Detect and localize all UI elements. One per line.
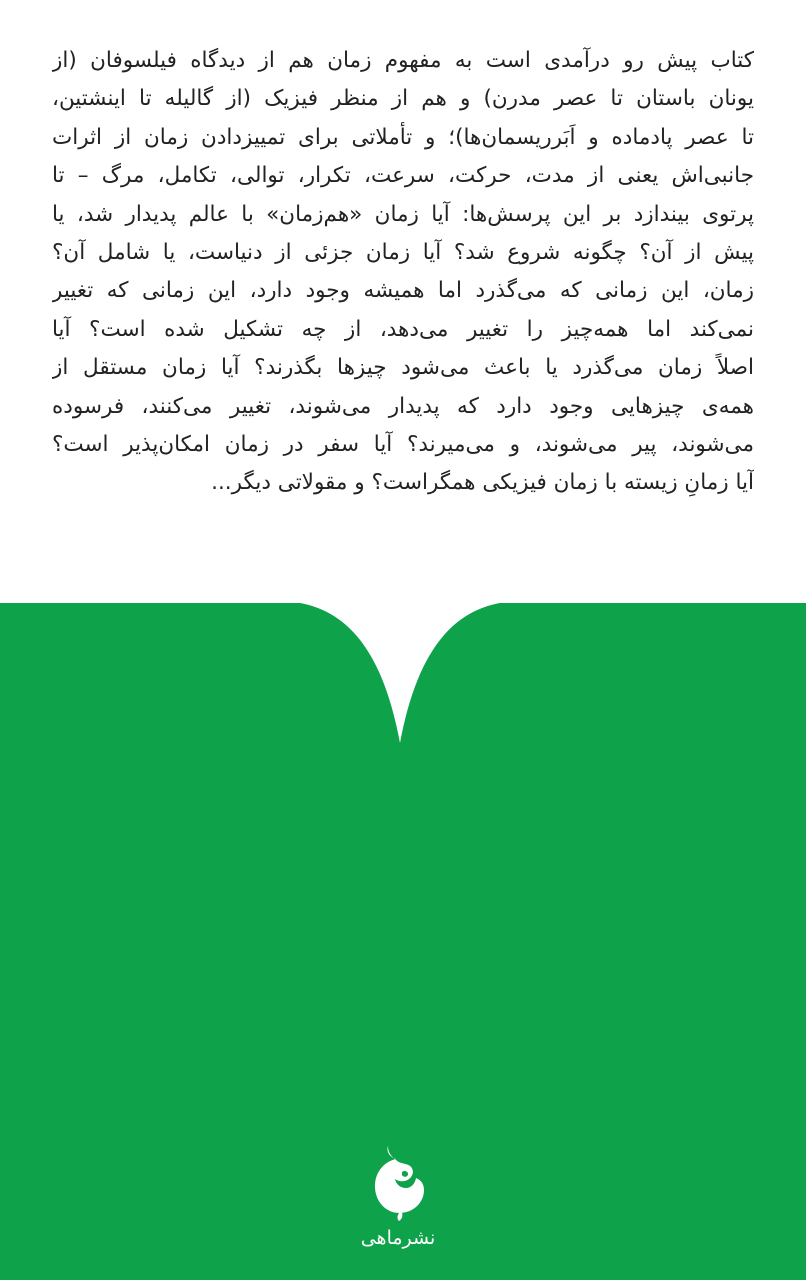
blurb-line: نمی‌کند اما همه‌چیز را تغییر می‌دهد، از چه تشکیل شده است؟ آیا — [52, 316, 754, 342]
blurb-line: کتاب پیش رو درآمدی است به مفهوم زمان هم از دیدگاه فیلسوفان (از — [52, 48, 754, 73]
blurb-line: جانبی‌اش یعنی از مدت، حرکت، سرعت، تکرار، توالی، تکامل، مرگ – تا — [52, 163, 754, 189]
cover-blurb — [0, 42, 806, 542]
fish-logo-icon — [366, 1144, 430, 1222]
blurb-line: پرتوی بیندازد بر این پرسش‌ها: آیا زمان «هم‌زمان» با عالم پدیدار شد، یا — [52, 201, 754, 227]
publisher-name: نشرماهی — [360, 1227, 436, 1249]
blurb-line: همه‌ی چیزهایی وجود دارد که پدیدار می‌شوند، تغییر می‌کنند، فرسوده — [52, 393, 754, 419]
blurb-line: آیا زمانِ زیسته با زمان فیزیکی همگراست؟ و مقولاتی دیگر... — [211, 470, 754, 496]
blurb-line: پیش از آن؟ چگونه شروع شد؟ آیا زمان جزئی از دنیاست، یا شامل آن؟ — [52, 239, 754, 265]
blurb-line: می‌شوند، پیر می‌شوند، و می‌میرند؟ آیا سفر در زمان امکان‌پذیر است؟ — [52, 431, 754, 457]
publisher-logo — [356, 1144, 440, 1264]
blurb-line: زمان، این زمانی که می‌گذرد اما همیشه وجود دارد، این زمانی که تغییر — [52, 278, 754, 304]
blurb-line: تا عصر پادماده و اَبَرریسمان‌ها)؛ و تأملاتی برای تمییزدادن زمان از اثرات — [52, 124, 754, 150]
blurb-line: یونان باستان تا عصر مدرن) و هم از منظر فیزیک (از گالیله تا اینشتین، — [52, 86, 754, 112]
blurb-line: اصلاً زمان می‌گذرد یا باعث می‌شود چیزها بگذرند؟ آیا زمان مستقل از — [52, 355, 754, 381]
